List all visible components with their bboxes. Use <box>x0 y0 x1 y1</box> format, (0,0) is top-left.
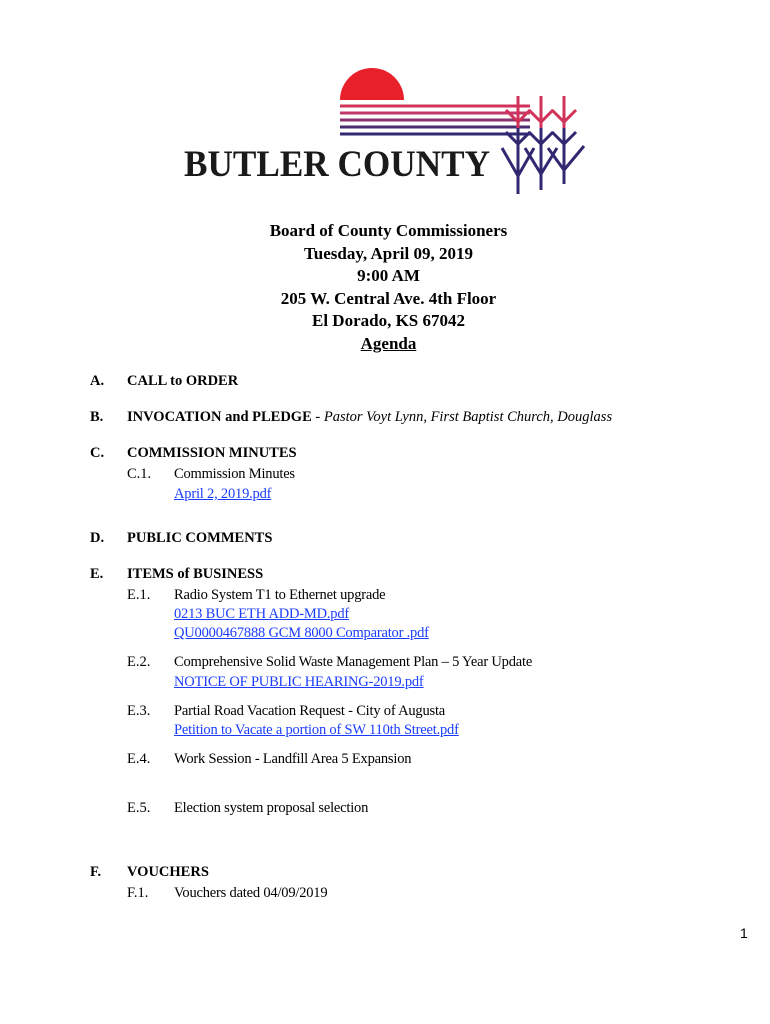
section-d-title: PUBLIC COMMENTS <box>127 530 273 546</box>
item-e2-description: Comprehensive Solid Waste Management Plan – 5 Year Update <box>174 654 533 670</box>
section-e-title: ITEMS of BUSINESS <box>127 566 264 582</box>
attachment-link[interactable]: 0213 BUC ETH ADD-MD.pdf <box>174 606 350 622</box>
section-b-letter: B. <box>90 409 104 425</box>
agenda-title: Agenda <box>360 333 417 353</box>
sun-icon <box>340 68 404 100</box>
section-b-heading <box>127 409 612 426</box>
section-b-note: Pastor Voyt Lynn, First Baptist Church, Douglass <box>323 409 613 425</box>
meeting-city: El Dorado, KS 67042 <box>311 311 466 330</box>
item-e1-number: E.1. <box>127 587 151 603</box>
item-e3-description: Partial Road Vacation Request - City of Augusta <box>174 703 446 719</box>
meeting-date: Tuesday, April 09, 2019 <box>304 243 473 263</box>
meeting-time: 9:00 AM <box>357 266 420 285</box>
item-e1-description: Radio System T1 to Ethernet upgrade <box>174 587 386 603</box>
item-c1-description: Commission Minutes <box>174 466 295 482</box>
item-f1-number: F.1. <box>127 885 149 901</box>
butler-county-logo <box>180 66 592 200</box>
section-a-title: CALL to ORDER <box>127 373 239 389</box>
section-f-title: VOUCHERS <box>127 864 209 880</box>
item-e4-number: E.4. <box>127 751 151 767</box>
item-c1-number: C.1. <box>127 466 152 482</box>
section-b-title: INVOCATION and PLEDGE <box>127 409 312 425</box>
board-name: Board of County Commissioners <box>269 221 508 240</box>
section-d-letter: D. <box>90 530 105 546</box>
section-a-letter: A. <box>90 373 105 389</box>
section-f-letter: F. <box>90 864 102 880</box>
attachment-link[interactable]: NOTICE OF PUBLIC HEARING-2019.pdf <box>174 674 424 690</box>
item-f1-description: Vouchers dated 04/09/2019 <box>174 885 328 901</box>
attachment-link[interactable]: QU0000467888 GCM 8000 Comparator .pdf <box>174 625 429 641</box>
horizon-stripes <box>340 106 530 134</box>
item-e5-number: E.5. <box>127 800 151 816</box>
attachment-link[interactable]: April 2, 2019.pdf <box>174 486 272 502</box>
section-c-title: COMMISSION MINUTES <box>127 445 297 461</box>
wheat-icon <box>502 96 584 194</box>
section-e-letter: E. <box>90 566 104 582</box>
item-e4-description: Work Session - Landfill Area 5 Expansion <box>174 751 412 767</box>
attachment-link[interactable]: Petition to Vacate a portion of SW 110th Street.pdf <box>174 722 459 738</box>
logo-text: BUTLER COUNTY <box>184 144 491 185</box>
item-e2-number: E.2. <box>127 654 151 670</box>
section-b-separator: - <box>311 409 324 425</box>
item-e5-description: Election system proposal selection <box>174 800 369 816</box>
meeting-header <box>0 220 770 355</box>
meeting-address: 205 W. Central Ave. 4th Floor <box>280 288 497 308</box>
page-number: 1 <box>740 925 748 941</box>
section-c-letter: C. <box>90 445 105 461</box>
item-e3-number: E.3. <box>127 703 151 719</box>
